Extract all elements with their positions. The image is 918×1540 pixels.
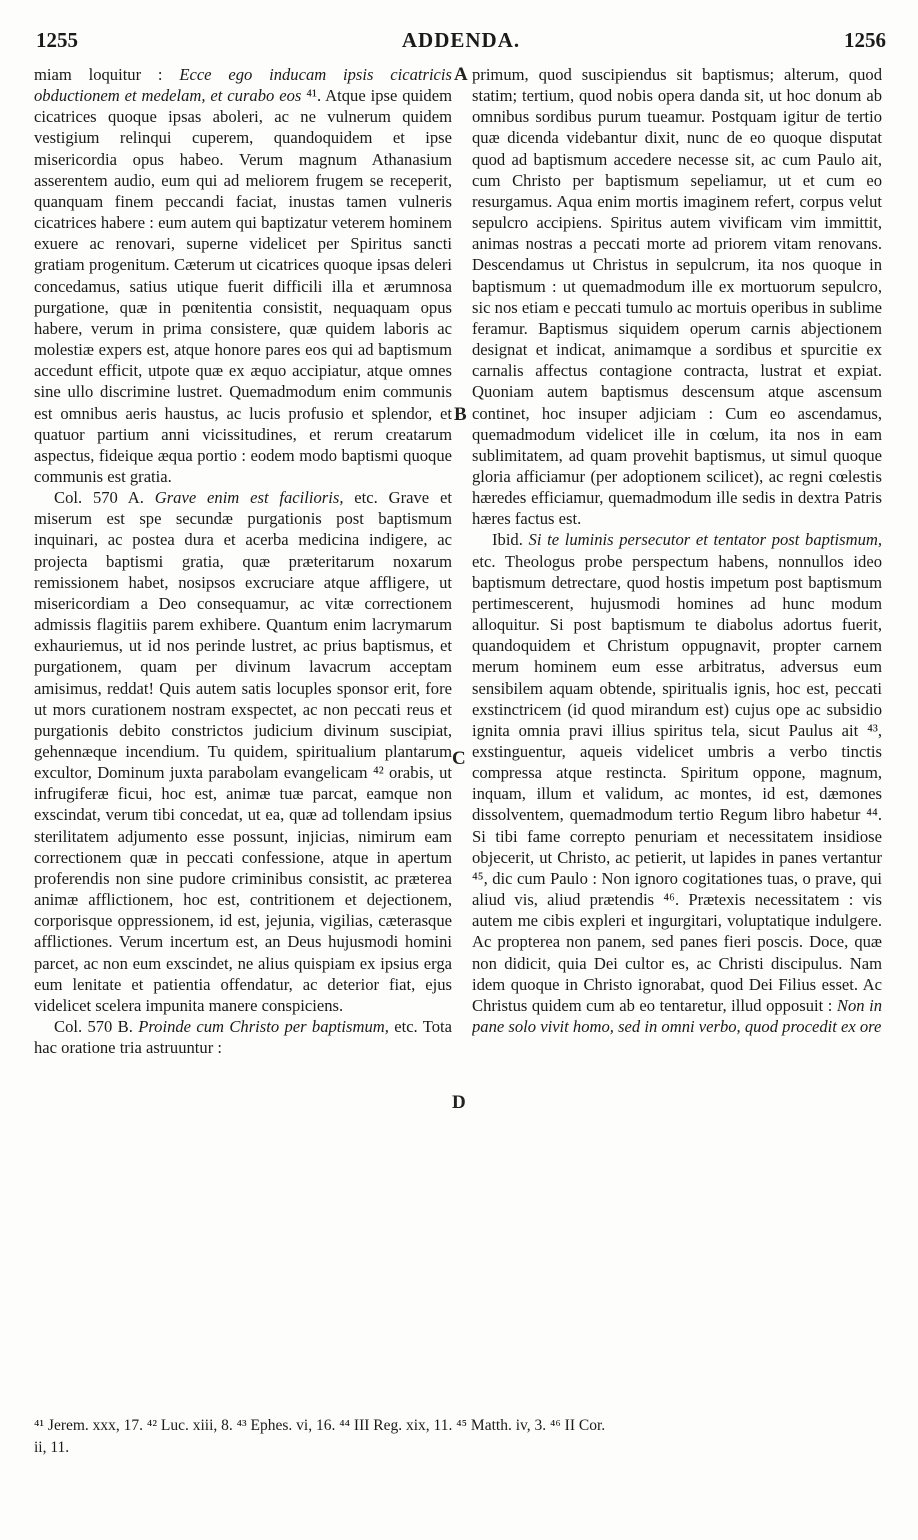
running-title: ADDENDA. (401, 28, 521, 52)
lemma: Si te luminis persecutor et tentator post baptismum, (528, 530, 882, 550)
paragraph (34, 64, 452, 487)
margin-letter-d: D (452, 1092, 466, 1113)
right-column (472, 64, 882, 1404)
paragraph-text: etc. Theologus probe perspectum habens, nonnullos ideo baptismum detrectare, quod hostis impetum post baptismum pertimescerent, hujusmodi homines ad hunc modum alloquitur. Si post baptismum te diabolus adortus fuerit, quandoquidem et Christum oppugnavit, propter carnem merum hominem eum esse arbitratus, adversus eum sensibilem aquam obtende, spiritualis ignis, hoc est, peccati exstinctricem (id quod mirandum est) cujus ope ac subsidio ignita omnia pravi illius spiritus tela, sicut Paulus ait ⁴³, exstinguentur, aqueis videlicet umbris a verbo tinctis compressa atque restincta. Spiritum oppone, magnum, inquam, illum et validum, ac montes, id est, dæmones dissolventem, quemadmodum tertio Regum libro habetur ⁴⁴. Si tibi fame correpto penuriam et necessitatem insidiose objecerit, ut Christo, ac petierit, ut lapides in panes vertantur ⁴⁵, dic cum Paulo : Non ignoro cogitationes tuas, o prave, qui aliud vis, aliud prætendis ⁴⁶. Prætexis necessitatem : vis autem me cibis expleri et ingurgitari, voluptatique indulgere. Ac propterea non panem, sed panes fieri poscis. Doce, quæ non didicit, quia Dei cultor es, ac Christi discipulus. Nam idem quoque in Christo ignorabat, quod Dei Filius esset. Ac Christus quidem cum ab eo tentaretur, illud opposuit : (472, 551, 882, 1015)
paragraph (472, 529, 882, 1037)
reference-label: Ibid. (492, 530, 529, 550)
quotation: Ecce ego inducam ipsis cicatricis obductionem et medelam, et curabo eos (34, 65, 452, 106)
margin-letter-c: C (452, 748, 466, 769)
left-column (34, 64, 452, 1404)
page-header (36, 28, 886, 60)
paragraph (34, 1016, 452, 1058)
reference-label: Col. 570 A. (54, 488, 155, 508)
paragraph-text: ⁴¹. Atque ipse quidem cicatrices quoque ipsas aboleri, ac ne vulnerum quidem vestigium relinqui cuperem, quandoquidem et ipse misericordia opus habeo. Verum magnum Athanasium asserentem audio, eum qui ad meliorem frugem se receperit, quanquam finem peccandi faciat, inustas tamen vulneris cicatrices habere : eum autem qui baptizatur veterem hominem exuere ac renovari, superne videlicet per Spiritus sancti gratiam progenitum. Cæterum ut cicatrices quoque ipsas deleri concedamus, satius utique fuerit difficili illa et ærumnosa purgatione, quæ in pœnitentia consistit, nequaquam opus habere, verum in prima consistere, quæ quidem laboris ac molestiæ expers est, atque honore pares eos qui ad baptismum accedunt efficit, utpote quæ ex æquo accipiatur, atque omnes sine ullo discrimine lustret. Quemadmodum enim communis est omnibus aeris haustus, ac lucis profusio et splendor, et quatuor partium anni vicissitudines, et rerum creatarum aspectus, fideique æqua portio : eodem modo baptismi quoque communis est gratia. (34, 86, 452, 486)
paragraph-text: etc. Grave et miserum est spe secundæ purgationis post baptismum inquinari, ac postea dura et acerba medicina indigere, ac projecta baptismi gratia, quæ præteritarum noxarum remissionem habet, nosipsos excruciare atque affligere, ut misericordiam a Deo consequamur, ac vitæ correctionem admissis flagitiis parem exhibere. Quantum enim lacrymarum exhauriemus, ut id nos perinde lustret, ac prius baptismus, et purgationem, quam per divinum lavacrum acceptam amisimus, reddat! Quis autem satis locuples sponsor erit, fore ut mors curationem nostram exspectet, ac non peccati reus et purgationis debito constrictos judicium divinum suscipiat, gehennæque incendium. Tu quidem, spiritualium plantarum excultor, Dominum juxta parabolam evangelicam ⁴² orabis, ut infrugiferæ ficui, hoc est, animæ tuæ parcat, eamque non exscindat, verum tibi concedat, ut ea, quæ ad tollendam ipsius sterilitatem adjumento esse possunt, injicias, nimirum eam correctionem quæ in peccati confessione, atque in apertum proferendis non sine pudore criminibus consistit, ac præterea animæ afflictionem, hoc est, contritionem et dejectionem, corporisque oppressionem, id est, jejunia, vigilias, cæterasque afflictiones. Verum incertum est, an Deus hujusmodi homini parcet, ac non eum exscindet, ne alius quispiam ex ipsius erga eum lenitate et patientia offendatur, ac deterior fiat, ejus videlicet scelera impunita manere conspiciens. (34, 488, 452, 1015)
lemma: Proinde cum Christo per baptismum, (138, 1017, 389, 1037)
lemma: Grave enim est facilioris, (154, 488, 344, 508)
quotation: Non in pane solo vivit homo, sed in omni verbo, quod procedit ex ore (472, 995, 882, 1037)
paragraph-text: etc. Tota hac oratione tria astruuntur : (34, 1017, 452, 1058)
page-number-left: 1255 (36, 28, 78, 52)
paragraph: primum, quod suscipiendus sit baptismus; alterum, quod statim; tertium, quod nobis opera danda sit, ut hoc donum ab omnibus sordibus purum tueamur. Postquam igitur de tertio quæ dicenda videbantur dixit, nunc de eo quoque disputat quod ad baptismum accedere necesse sit, ac cum Paulo ait, cum Christo per baptismum sepeliamur, ut et cum eo resurgamus. Aqua enim mortis imaginem refert, corpus velut sepulcro accipiens. Spiritus autem vivificam vim immittit, animas nostras a peccati morte ad priorem vitam renovans. Descendamus ut Christus in sepulcrum, ita nos quoque in baptismum : ut quemadmodum ille ex mortuorum sepulcro, sic nos etiam e peccati tumulo ac mortuis operibus in sublime feramur. Baptismus siquidem operum carnis abjectionem designat et indicat, animamque a sordibus et spurcitie ex carnalis affectus contagione contracta, lustrat et expiat. Quoniam autem baptismus descensum atque ascensum continet, hoc insuper adjiciam : Cum eo ascendamus, quemadmodum videlicet ille in cœlum, ita nos in eam sublimitatem, ad quam provehit baptismus, ut simul quoque gloria afficiamur (per adoptionem scilicet), ac regni cœlestis hæredes efficiamur, quemadmodum ille sedis in dextra Patris hæres factus est. (472, 65, 882, 529)
footnote-line: ii, 11. (34, 1439, 70, 1456)
footnote-line: ⁴¹ Jerem. xxx, 17. ⁴² Luc. xiii, 8. ⁴³ Ephes. vi, 16. ⁴⁴ III Reg. xix, 11. ⁴⁵ Matth. iv, 3. ⁴⁶ II Cor. (34, 1417, 606, 1434)
margin-letter-a: A (454, 64, 468, 85)
reference-label: Col. 570 B. (54, 1017, 139, 1037)
paragraph-text: miam loquitur : (34, 65, 180, 84)
paragraph (34, 487, 452, 1016)
margin-letter-b: B (454, 404, 467, 425)
footnotes (34, 1415, 884, 1459)
page-number-right: 1256 (844, 28, 886, 52)
